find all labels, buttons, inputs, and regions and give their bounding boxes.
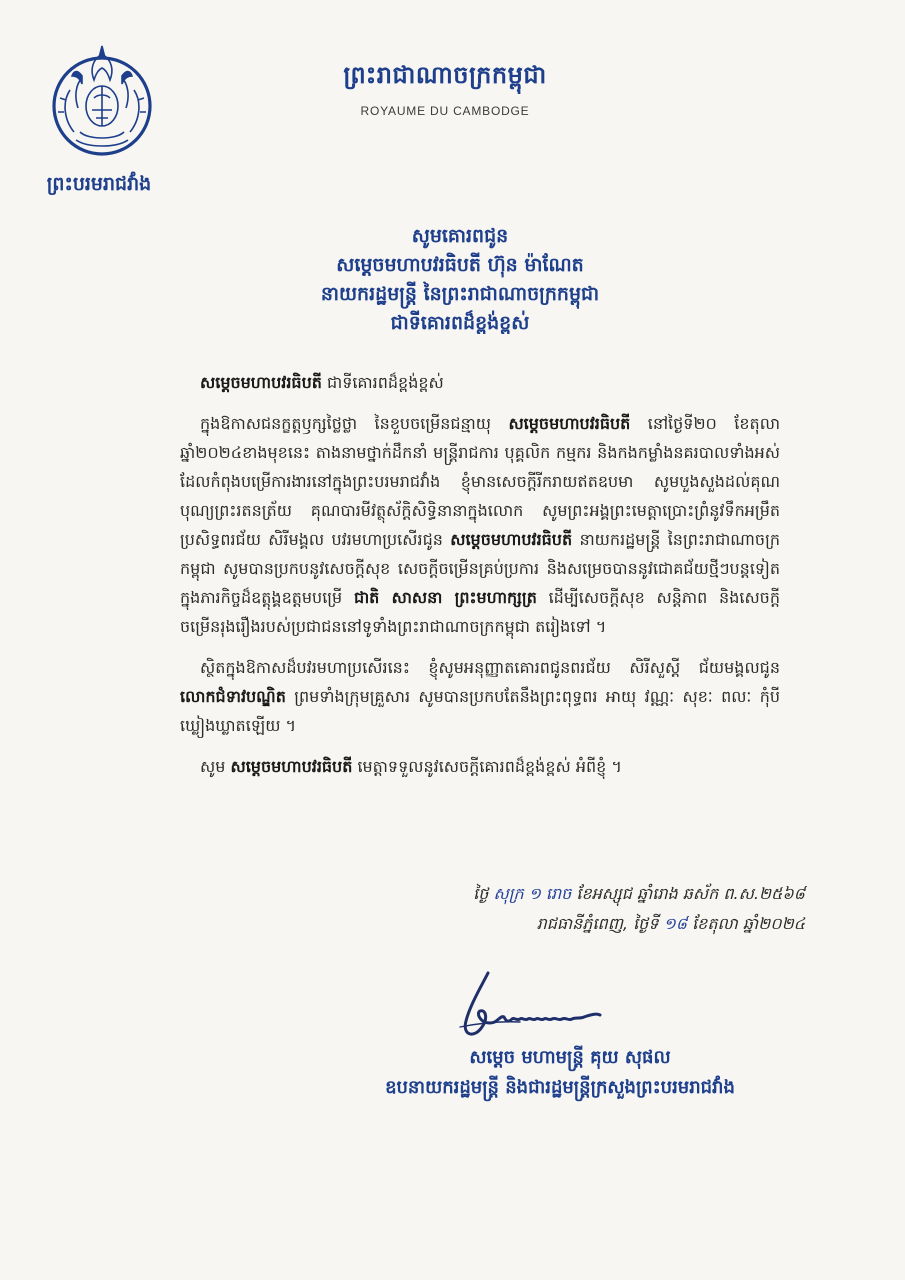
addressee-line-2: សម្តេចមហាបវរធិបតី ហ៊ុន ម៉ាណែត	[336, 254, 584, 276]
p2-text-c: ព្រមទាំងក្រុមគ្រួសារ សូមបានប្រកបតែនឹងព្រះពុទ្ធពរ អាយុ វណ្ណៈ សុខៈ ពលៈ កុំបីឃ្លៀងឃ្លាតឡើយ ។	[180, 687, 780, 735]
p2-bold-b: លោកជំទាវបណ្ឌិត	[180, 687, 286, 706]
p1-bold-b: សម្តេចមហាបវរធិបតី	[508, 414, 631, 433]
solar-date	[537, 910, 805, 938]
lunar-date	[473, 880, 805, 908]
signature-icon	[440, 965, 630, 1045]
lunar-date-prefix: ថ្ងៃ	[473, 884, 489, 903]
p1-bold-d: សម្តេចមហាបវរធិបតី	[450, 530, 573, 549]
closing-text-a: សូម	[200, 757, 231, 776]
addressee-line-1: សូមគោរពជូន	[411, 225, 509, 247]
p1-text-e: នាយករដ្ឋមន្ត្រី នៃព្រះរាជាណាចក្រកម្ពុជា សូមបានប្រកបនូវសេចក្តីសុខ សេចក្តីចម្រើនគ្រប់ប្រការ និងសម្រេចបាននូវជោគជ័យថ្មីៗបន្តទៀតក្នុងភារកិច្ចដ៏ឧត្តុង្គឧត្តមបម្រើ	[180, 530, 780, 607]
p1-text-c: នៅថ្ងៃទី២០ ខែតុលា ឆ្នាំ២០២៤ខាងមុខនេះ តាងនាមថ្នាក់ដឹកនាំ មន្ត្រីរាជការ បុគ្គលិក កម្មករ និងកងកម្លាំងនគរបាលទាំងអស់ ដែលកំពុងបម្រើការងារនៅក្នុងព្រះបរមរាជវាំង ខ្ញុំមានសេចក្តីរីករាយឥតឧបមា សូមបួងសួងដល់គុណបុណ្យព្រះរតនត្រ័យ គុណបារមីវត្ថុស័ក្តិសិទ្ធិនានាក្នុងលោក សូមព្រះអង្គព្រះមេត្តាប្រោះព្រំនូវទឹកអម្រឹត ប្រសិទ្ធពរជ័យ សិរីមង្គល បវរមហាប្រសើរជូន	[180, 414, 780, 549]
addressee-line-3: នាយករដ្ឋមន្ត្រី នៃព្រះរាជាណាចក្រកម្ពុជា	[320, 283, 600, 305]
p1-bold-f: ជាតិ សាសនា ព្រះមហាក្សត្រ	[353, 588, 537, 607]
p2-text-a: ស្ថិតក្នុងឱកាសដ៏បវរមហាប្រសើរនេះ ខ្ញុំសូមអនុញ្ញាតគោរពជូនពរជ័យ សិរីសួស្តី ជ័យមង្គលជូន	[200, 658, 780, 677]
solar-date-handwritten: ១៨	[663, 914, 688, 933]
solar-date-prefix: រាជធានីភ្នំពេញ, ថ្ងៃទី	[536, 914, 664, 933]
signer-name: សម្តេច មហាមន្ត្រី គុយ សុផល	[469, 1047, 671, 1068]
royal-emblem-icon	[52, 40, 152, 166]
addressee-block	[180, 222, 740, 338]
ministry-name: ព្រះបរមរាជវាំង	[46, 173, 152, 195]
p1-text-a: ក្នុងឱកាសជនក្ខត្តឫក្សថ្លៃថ្លា នៃខួបចម្រើនជន្មាយុ	[200, 414, 509, 433]
paragraph-1	[180, 409, 780, 641]
signer-title: ឧបនាយករដ្ឋមន្ត្រី និងជារដ្ឋមន្ត្រីក្រសួងព្រះបរមរាជវាំង	[385, 1077, 735, 1098]
lunar-date-handwritten: សុក្រ ១ រោច	[493, 884, 572, 903]
salutation	[200, 368, 780, 397]
closing-line	[200, 752, 780, 781]
letter-body	[180, 368, 780, 781]
salutation-bold: សម្តេចមហាបវរធិបតី	[200, 373, 322, 392]
lunar-date-rest: ខែអស្សុជ ឆ្នាំរោង ឆស័ក ព.ស.២៥៦៨	[571, 884, 805, 903]
kingdom-title-kh: ព្រះរាជាណាចក្រកម្ពុជា	[343, 61, 547, 89]
addressee-line-4: ជាទីគោរពដ៏ខ្ពង់ខ្ពស់	[390, 312, 530, 334]
paragraph-2	[180, 653, 780, 740]
solar-date-rest: ខែតុលា ឆ្នាំ២០២៤	[687, 914, 805, 933]
closing-bold-b: សម្តេចមហាបវរធិបតី	[230, 757, 353, 776]
kingdom-title-fr: ROYAUME DU CAMBODGE	[360, 104, 530, 118]
closing-text-c: មេត្តាទទួលនូវសេចក្តីគោរពដ៏ខ្ពង់ខ្ពស់ អំពីខ្ញុំ ។	[352, 757, 622, 776]
p1-text-g: ដើម្បីសេចក្តីសុខ សន្តិភាព និងសេចក្តីចម្រើនរុងរឿងរបស់ប្រជាជននៅទូទាំងព្រះរាជាណាចក្រកម្ពុជា តរៀងទៅ ។	[180, 588, 780, 636]
salutation-rest: ជាទីគោរពដ៏ខ្ពង់ខ្ពស់	[321, 373, 444, 392]
